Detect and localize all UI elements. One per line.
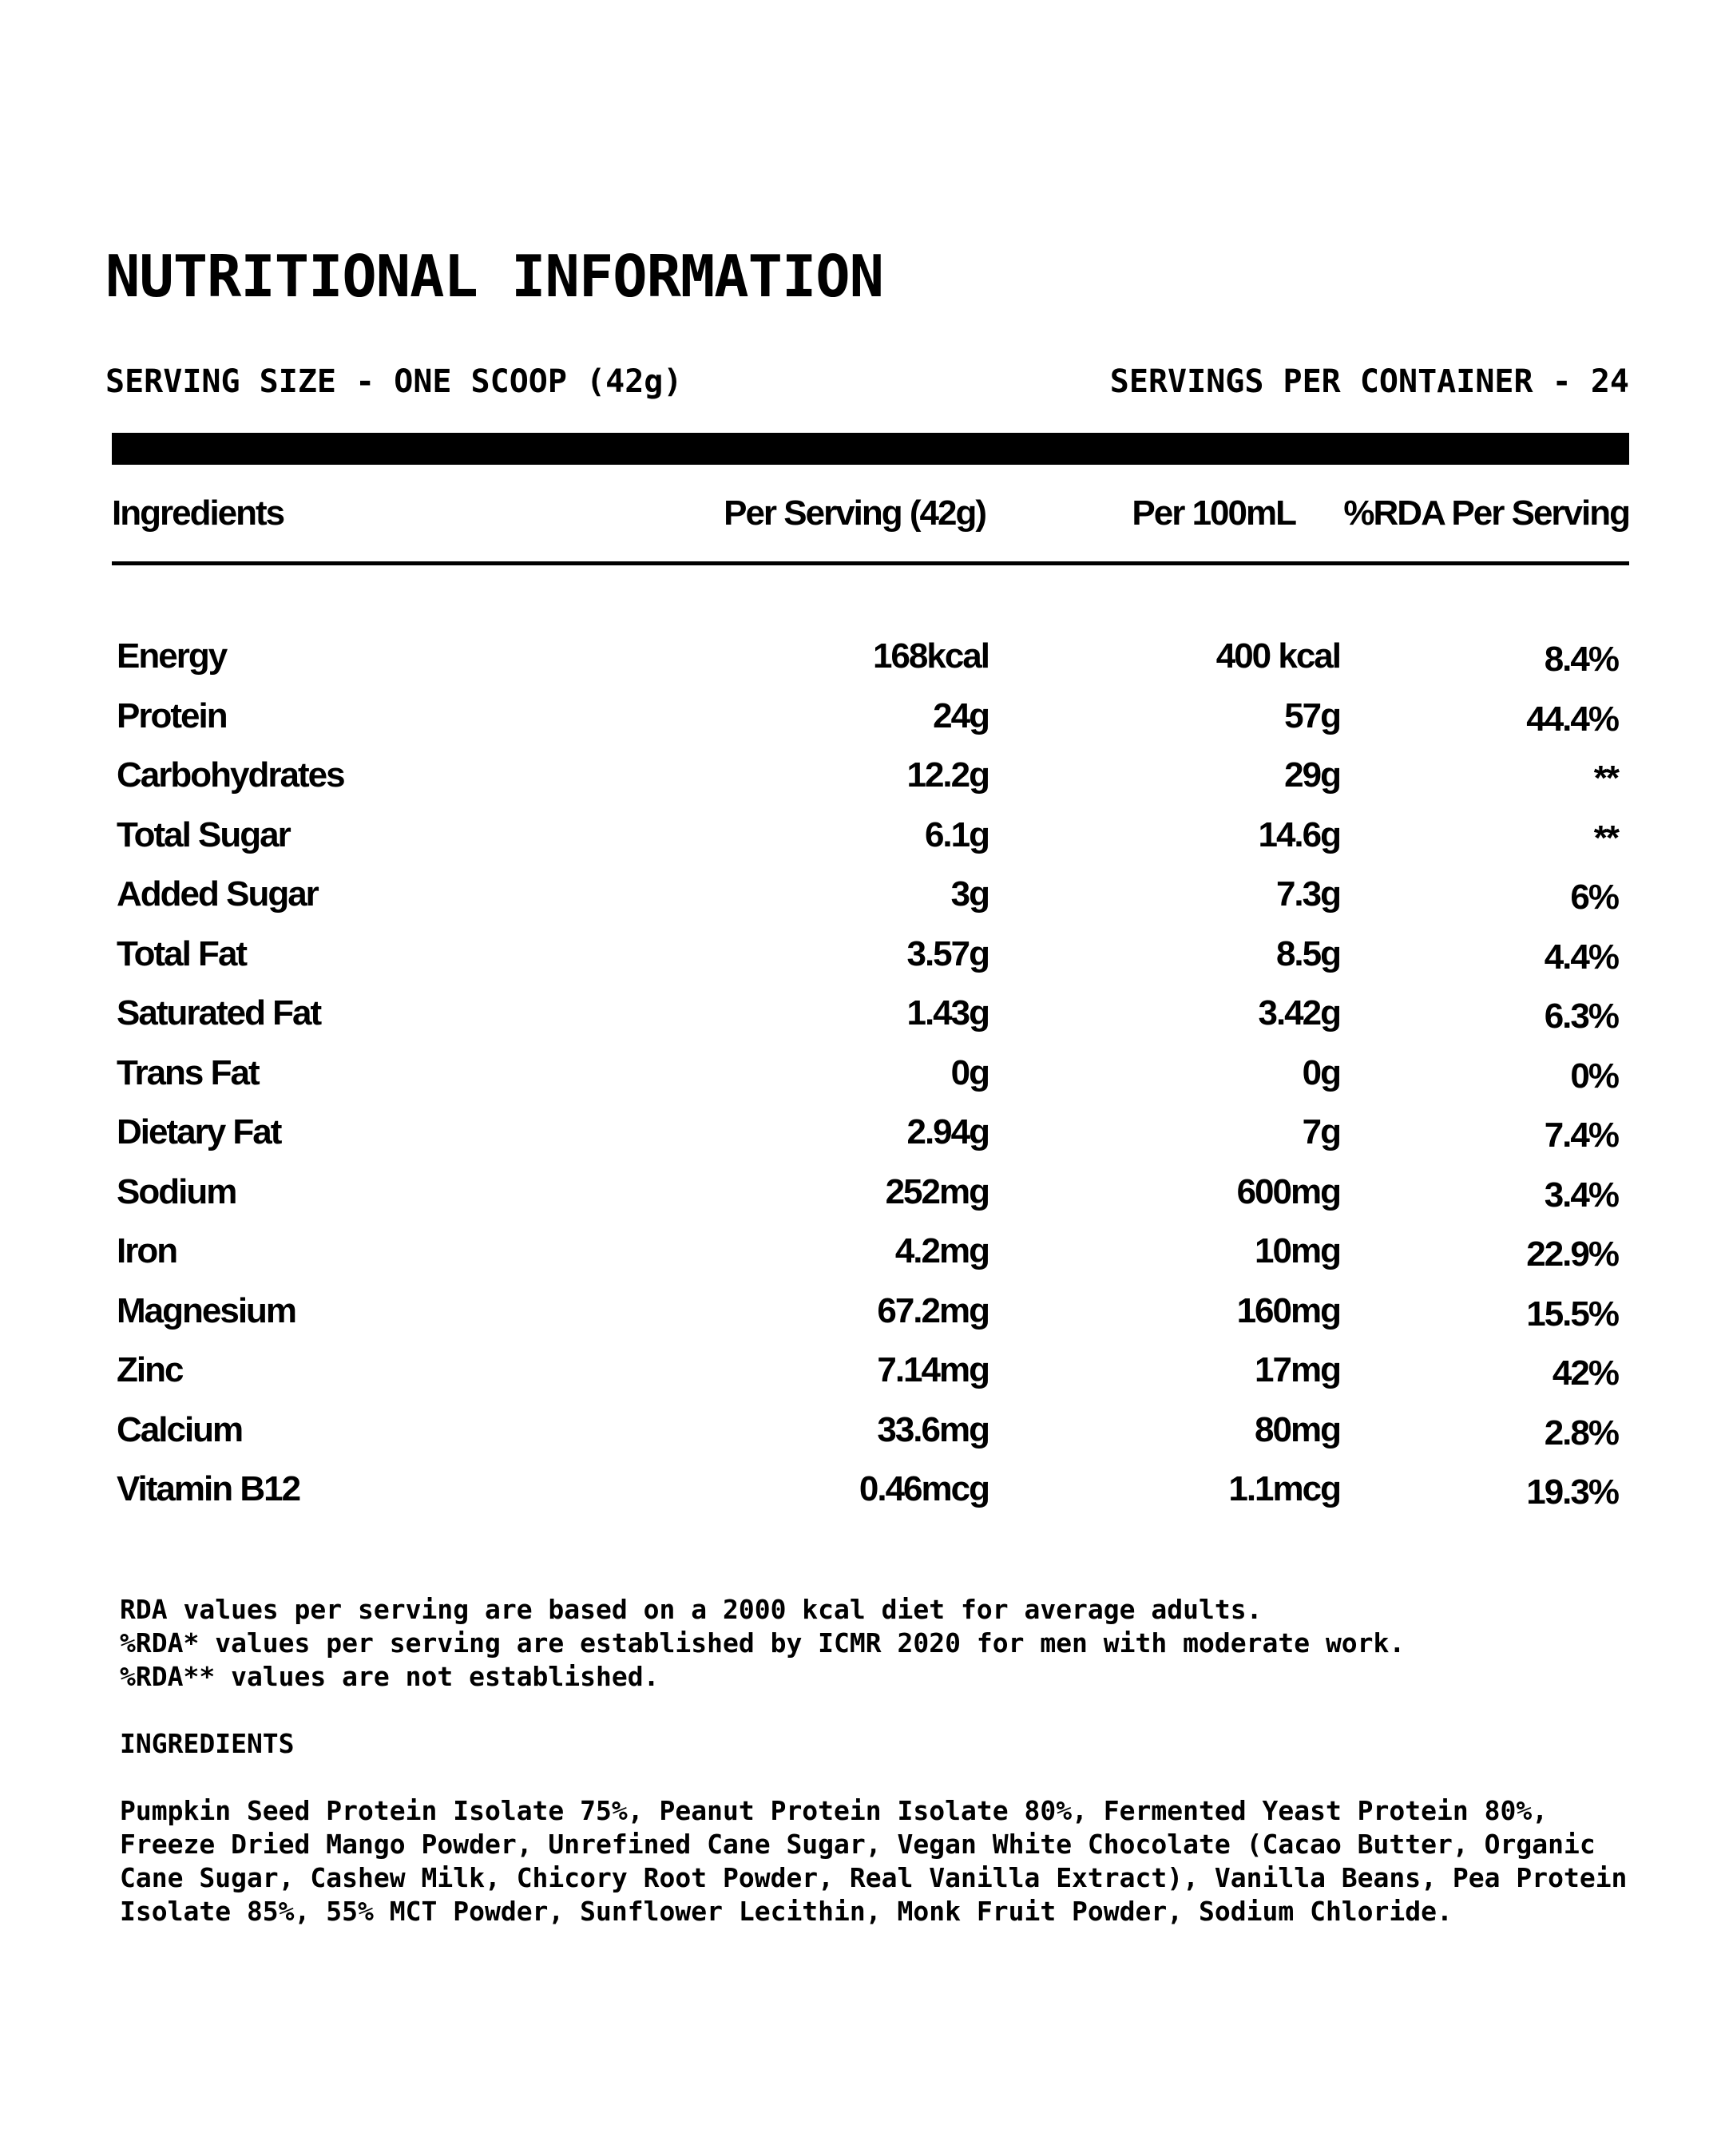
table-row xyxy=(117,870,1618,930)
nutrient-name: Sodium xyxy=(117,1171,236,1211)
per-serving-value: 0.46mcg xyxy=(859,1469,989,1508)
per-100ml-value: 3.42g xyxy=(1258,993,1340,1032)
per-100ml-value: 10mg xyxy=(1255,1231,1340,1270)
per-serving-value: 4.2mg xyxy=(894,1231,989,1270)
column-header-rda: %RDA Per Serving xyxy=(1343,493,1629,533)
rda-value: 8.4% xyxy=(1544,640,1618,679)
table-row xyxy=(117,632,1618,692)
per-serving-value: 0g xyxy=(950,1052,989,1092)
table-row xyxy=(117,1108,1618,1168)
rda-value: 6% xyxy=(1570,878,1618,917)
table-row xyxy=(117,1287,1618,1347)
per-serving-value: 252mg xyxy=(885,1171,989,1211)
per-100ml-value: 80mg xyxy=(1255,1409,1340,1449)
per-serving-value: 3g xyxy=(950,874,989,914)
rda-value: ** xyxy=(1593,759,1618,798)
nutrient-name: Added Sugar xyxy=(117,874,318,914)
per-100ml-value: 1.1mcg xyxy=(1228,1469,1340,1508)
per-serving-value: 168kcal xyxy=(872,636,989,676)
nutrient-name: Total Sugar xyxy=(117,814,290,854)
nutrient-name: Vitamin B12 xyxy=(117,1469,300,1508)
table-row xyxy=(117,989,1618,1049)
servings-per-container: SERVINGS PER CONTAINER - 24 xyxy=(1109,363,1629,400)
nutrient-name: Magnesium xyxy=(117,1290,296,1330)
per-100ml-value: 14.6g xyxy=(1258,814,1340,854)
per-serving-value: 1.43g xyxy=(906,993,989,1032)
rda-value: 19.3% xyxy=(1526,1472,1618,1512)
per-serving-value: 2.94g xyxy=(906,1112,989,1151)
nutrient-name: Protein xyxy=(117,696,227,735)
ingredients-line: Isolate 85%, 55% MCT Powder, Sunflower Lecithin, Monk Fruit Powder, Sodium Chloride. xyxy=(120,1896,1453,1927)
column-header-per-100ml: Per 100mL xyxy=(1132,493,1295,533)
per-100ml-value: 57g xyxy=(1284,696,1340,735)
table-row xyxy=(117,1406,1618,1466)
per-serving-value: 33.6mg xyxy=(877,1409,989,1449)
per-100ml-value: 17mg xyxy=(1255,1350,1340,1389)
nutrient-name: Energy xyxy=(117,636,227,676)
rda-note: RDA values per serving are based on a 2000 kcal diet for average adults. xyxy=(120,1594,1263,1625)
nutrient-name: Trans Fat xyxy=(117,1052,259,1092)
rda-value: 44.4% xyxy=(1526,699,1618,739)
per-serving-value: 3.57g xyxy=(906,933,989,973)
rda-notes xyxy=(120,1593,1405,1694)
rda-value: 3.4% xyxy=(1544,1175,1618,1215)
nutrient-name: Iron xyxy=(117,1231,177,1270)
per-serving-value: 7.14mg xyxy=(877,1350,989,1389)
per-100ml-value: 8.5g xyxy=(1275,933,1340,973)
table-row xyxy=(117,692,1618,752)
per-100ml-value: 600mg xyxy=(1236,1171,1340,1211)
header-bar xyxy=(112,433,1629,465)
column-header-ingredients: Ingredients xyxy=(112,493,284,533)
table-row xyxy=(117,1227,1618,1287)
per-100ml-value: 7.3g xyxy=(1275,874,1340,914)
table-row xyxy=(117,930,1618,990)
table-row xyxy=(117,1168,1618,1228)
nutrient-name: Saturated Fat xyxy=(117,993,321,1032)
rda-value: 4.4% xyxy=(1544,937,1618,977)
rda-value: 15.5% xyxy=(1526,1294,1618,1334)
rda-note: %RDA** values are not established. xyxy=(120,1661,660,1692)
per-serving-value: 67.2mg xyxy=(877,1290,989,1330)
ingredients-line: Freeze Dried Mango Powder, Unrefined Cane Sugar, Vegan White Chocolate (Cacao Butter, Organic xyxy=(120,1829,1596,1860)
rda-value: ** xyxy=(1593,818,1618,858)
page-title: NUTRITIONAL INFORMATION xyxy=(105,243,883,310)
per-100ml-value: 29g xyxy=(1284,755,1340,795)
per-100ml-value: 7g xyxy=(1302,1112,1340,1151)
rda-value: 0% xyxy=(1570,1056,1618,1096)
table-row xyxy=(117,751,1618,811)
table-row xyxy=(117,1049,1618,1109)
per-100ml-value: 0g xyxy=(1302,1052,1340,1092)
per-serving-value: 12.2g xyxy=(906,755,989,795)
nutrient-name: Dietary Fat xyxy=(117,1112,281,1151)
table-header xyxy=(112,493,1629,533)
per-serving-value: 24g xyxy=(933,696,989,735)
nutrition-table-body xyxy=(117,632,1618,1525)
nutrient-name: Calcium xyxy=(117,1409,243,1449)
rda-value: 7.4% xyxy=(1544,1116,1618,1155)
rda-note: %RDA* values per serving are established by ICMR 2020 for men with moderate work. xyxy=(120,1627,1406,1659)
header-divider xyxy=(112,561,1629,565)
nutrient-name: Carbohydrates xyxy=(117,755,344,795)
nutrient-name: Total Fat xyxy=(117,933,247,973)
per-serving-value: 6.1g xyxy=(924,814,989,854)
column-header-per-serving: Per Serving (42g) xyxy=(724,493,985,533)
rda-value: 6.3% xyxy=(1544,997,1618,1036)
per-100ml-value: 400 kcal xyxy=(1215,636,1340,676)
rda-value: 22.9% xyxy=(1526,1235,1618,1274)
ingredients-line: Pumpkin Seed Protein Isolate 75%, Peanut Protein Isolate 80%, Fermented Yeast Protein 80%, xyxy=(120,1795,1549,1826)
nutrient-name: Zinc xyxy=(117,1350,183,1389)
ingredients-heading: INGREDIENTS xyxy=(120,1728,295,1759)
serving-size: SERVING SIZE - ONE SCOOP (42g) xyxy=(105,363,683,400)
table-row xyxy=(117,1346,1618,1406)
per-100ml-value: 160mg xyxy=(1236,1290,1340,1330)
rda-value: 42% xyxy=(1552,1353,1618,1393)
ingredients-line: Cane Sugar, Cashew Milk, Chicory Root Powder, Real Vanilla Extract), Vanilla Beans, Pea Protein xyxy=(120,1862,1628,1893)
ingredients-list xyxy=(120,1794,1627,1928)
rda-value: 2.8% xyxy=(1544,1413,1618,1453)
table-row xyxy=(117,1465,1618,1525)
table-row xyxy=(117,811,1618,871)
